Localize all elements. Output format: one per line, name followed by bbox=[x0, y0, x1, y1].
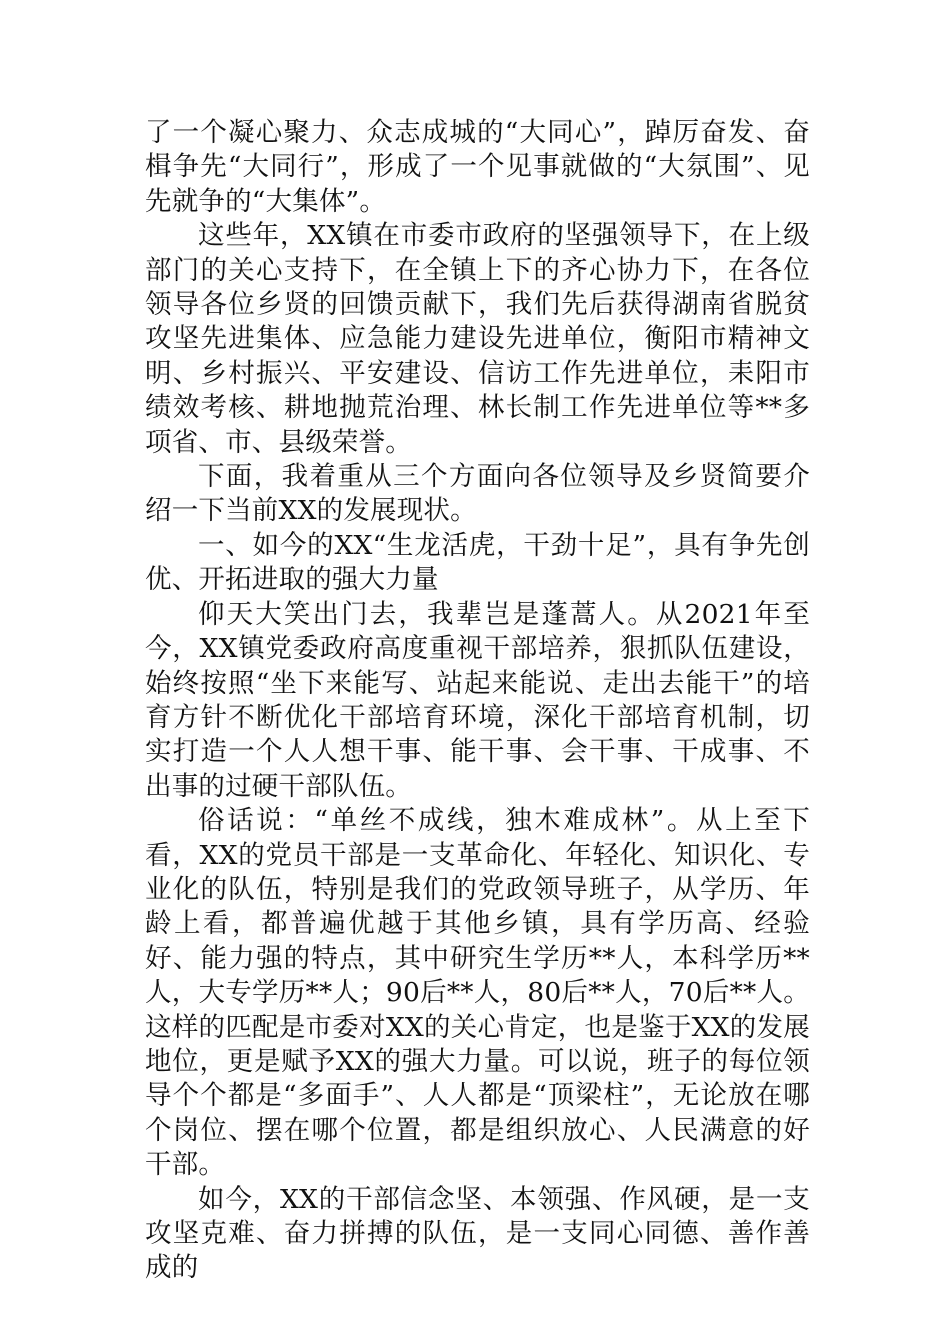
section-heading-one: 一、如今的XX“生龙活虎，干劲十足”，具有争先创优、开拓进取的强大力量 bbox=[145, 529, 810, 596]
paragraph-cadre-quality: 如今，XX的干部信念坚、本领强、作风硬，是一支攻坚克难、奋力拼搏的队伍，是一支同心同德、善作善成的 bbox=[145, 1183, 810, 1284]
paragraph-continuation: 了一个凝心聚力、众志成城的“大同心”，踔厉奋发、奋楫争先“大同行”，形成了一个见事就做的“大氛围”、见先就争的“大集体”。 bbox=[145, 117, 810, 217]
paragraph-intro: 下面，我着重从三个方面向各位领导及乡贤简要介绍一下当前XX的发展现状。 bbox=[145, 461, 810, 527]
paragraph-leadership-team: 俗话说：“单丝不成线，独木难成林”。从上至下看，XX的党员干部是一支革命化、年轻化、知识化、专业化的队伍，特别是我们的党政领导班子，从学历、年龄上看，都普遍优越于其他乡镇，具有学历高、经验好、能力强的特点，其中研究生学历**人，本科学历**人，大专学历**人；90后**人，80后**人，70后**人。这样的匹配是市委对XX的关心肯定，也是鉴于XX的发展地位，更是赋予XX的强大力量。可以说，班子的每位领导个个都是“多面手”、人人都是“顶梁柱”，无论放在哪个岗位、摆在哪个位置，都是组织放心、人民满意的好干部。 bbox=[145, 805, 810, 1181]
paragraph-honors: 这些年，XX镇在市委市政府的坚强领导下，在上级部门的关心支持下，在全镇上下的齐心协力下，在各位领导各位乡贤的回馈贡献下，我们先后获得湖南省脱贫攻坚先进集体、应急能力建设先进单位，衡阳市精神文明、乡村振兴、平安建设、信访工作先进单位，耒阳市绩效考核、耕地抛荒治理、林长制工作先进单位等**多项省、市、县级荣誉。 bbox=[145, 220, 810, 458]
document-body bbox=[145, 116, 810, 1286]
paragraph-cadre-training: 仰天大笑出门去，我辈岂是蓬蒿人。从2021年至今，XX镇党委政府高度重视干部培养，狠抓队伍建设，始终按照“坐下来能写、站起来能说、走出去能干”的培育方针不断优化干部培育环境，深化干部培育机制，切实打造一个人人想干事、能干事、会干事、干成事、不出事的过硬干部队伍。 bbox=[145, 598, 810, 802]
